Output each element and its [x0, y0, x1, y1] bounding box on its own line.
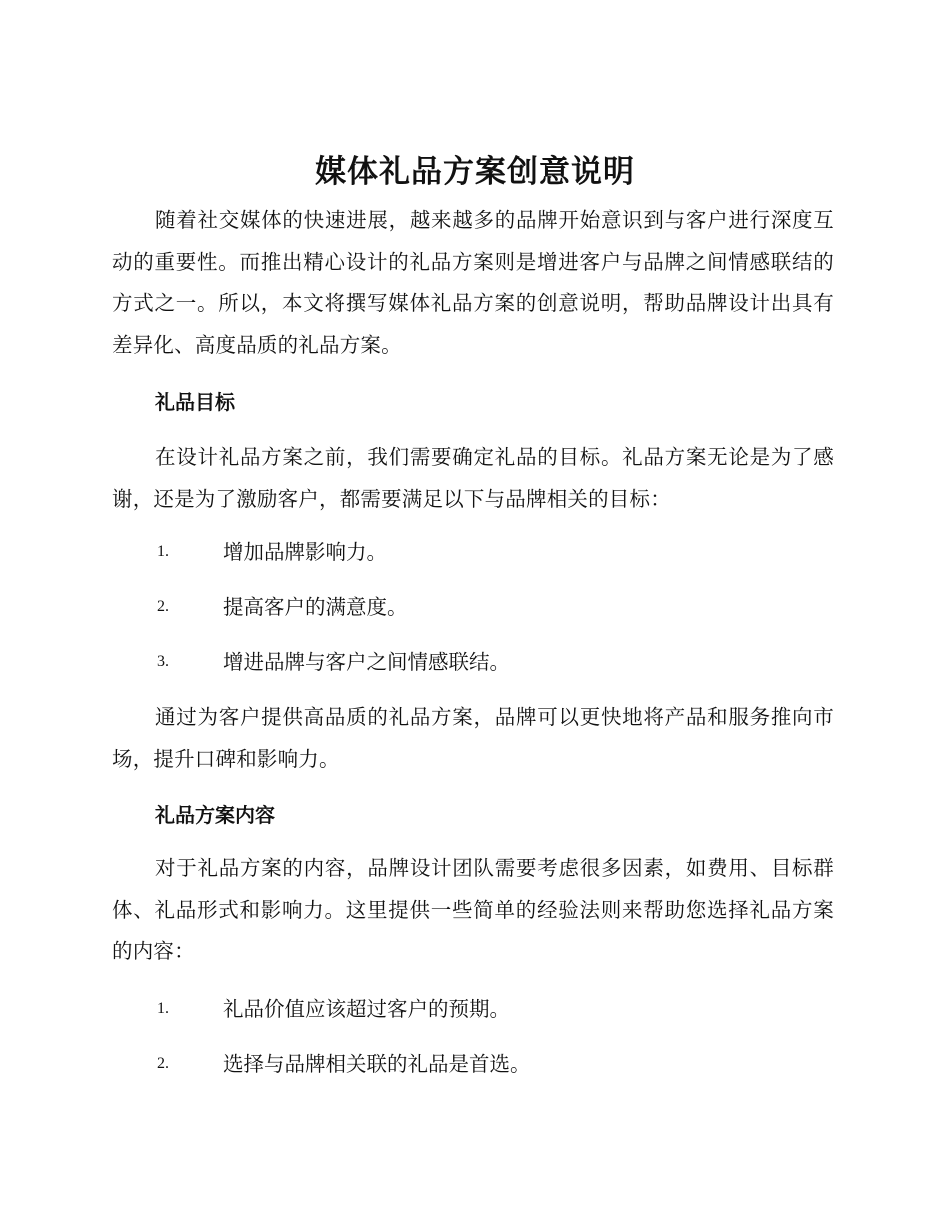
gift-content-paragraph: 对于礼品方案的内容，品牌设计团队需要考虑很多因素，如费用、目标群体、礼品形式和影响力。这里提供一些简单的经验法则来帮助您选择礼品方案的内容： [112, 856, 834, 963]
list-item [0, 647, 950, 677]
section-heading-gift-goals: 礼品目标 [155, 390, 235, 414]
document-title: 媒体礼品方案创意说明 [315, 154, 635, 190]
list-item-text: 增进品牌与客户之间情感联结。 [223, 650, 510, 674]
list-item-text: 增加品牌影响力。 [223, 540, 387, 564]
list-item-number: 1. [157, 1000, 169, 1017]
list-item [0, 537, 950, 567]
list-item [0, 994, 950, 1024]
list-item-text: 选择与品牌相关联的礼品是首选。 [223, 1052, 531, 1076]
list-item-number: 1. [157, 543, 169, 560]
list-item-text: 礼品价值应该超过客户的预期。 [223, 997, 510, 1021]
intro-paragraph: 随着社交媒体的快速进展，越来越多的品牌开始意识到与客户进行深度互动的重要性。而推出精心设计的礼品方案则是增进客户与品牌之间情感联结的方式之一。所以，本文将撰写媒体礼品方案的创意说明，帮助品牌设计出具有差异化、高度品质的礼品方案。 [112, 208, 834, 357]
gift-goals-paragraph: 在设计礼品方案之前，我们需要确定礼品的目标。礼品方案无论是为了感谢，还是为了激励客户，都需要满足以下与品牌相关的目标： [112, 445, 834, 511]
list-item-number: 2. [157, 598, 169, 615]
list-item [0, 1049, 950, 1079]
list-item-number: 3. [157, 653, 169, 670]
section-heading-gift-content: 礼品方案内容 [155, 803, 275, 827]
list-item-text: 提高客户的满意度。 [223, 595, 408, 619]
list-item [0, 592, 950, 622]
list-item-number: 2. [157, 1055, 169, 1072]
gift-goals-closing-paragraph: 通过为客户提供高品质的礼品方案，品牌可以更快地将产品和服务推向市场，提升口碑和影响力。 [112, 705, 834, 771]
